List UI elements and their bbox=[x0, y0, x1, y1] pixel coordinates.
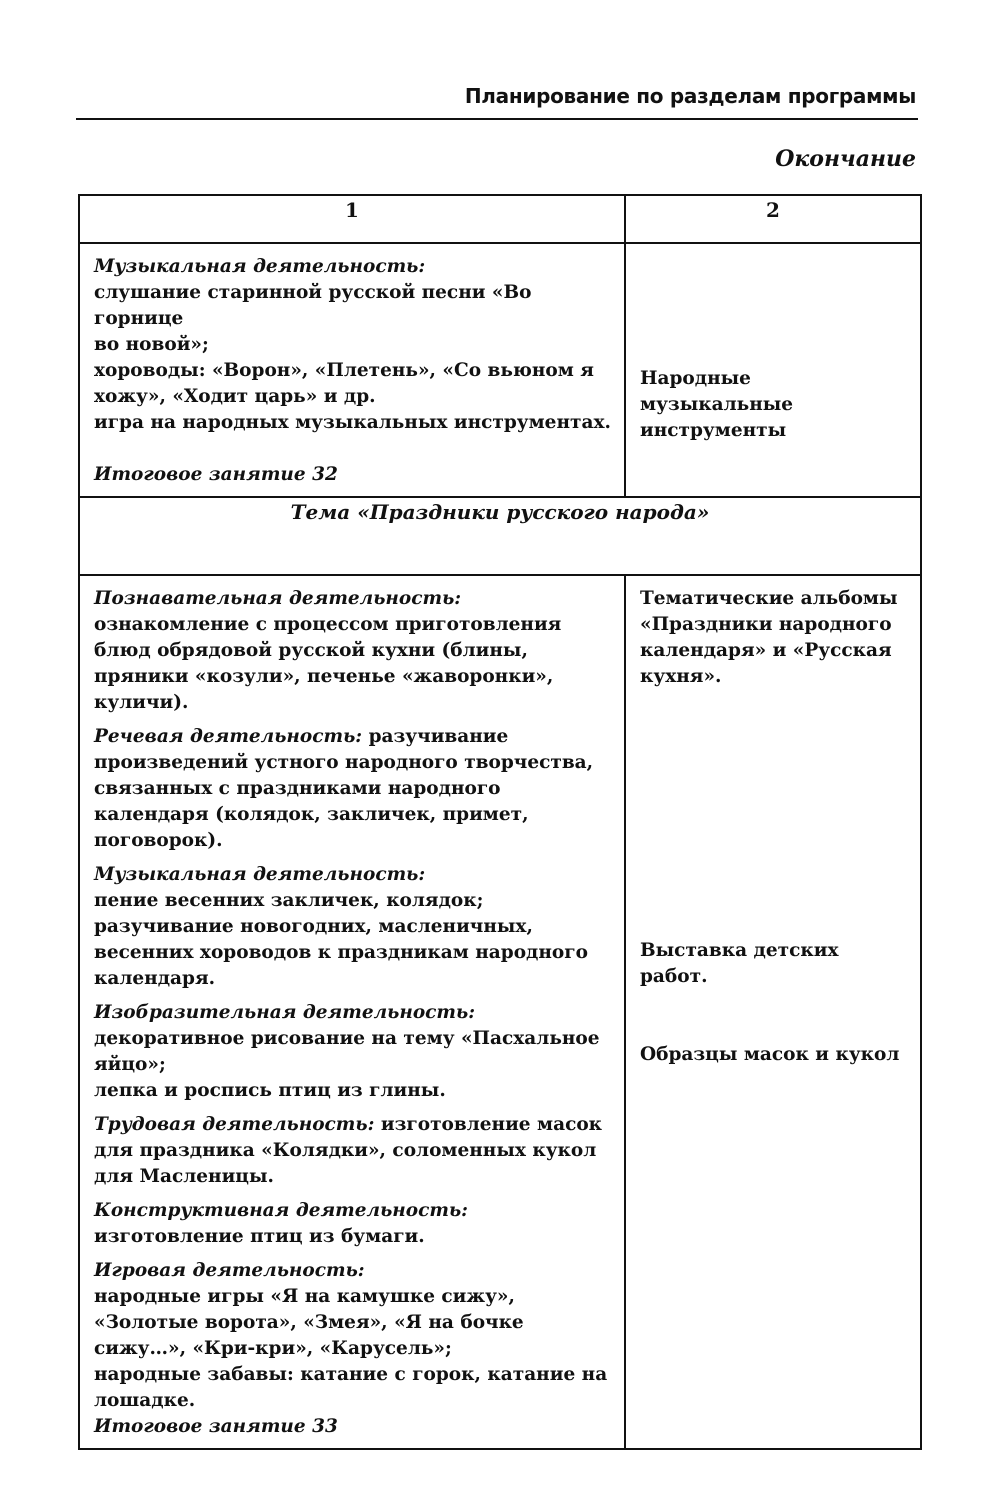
art-activity-label: Изобразительная деятельность: bbox=[94, 1002, 476, 1023]
labor-activity-text: изготовление масок для праздника «Колядки», соломенных кукол для Масленицы. bbox=[94, 1114, 603, 1187]
music-activity-line: пение весенних закличек, колядок; bbox=[94, 890, 484, 911]
speech-activity-text: разучивание произведений устного народного творчества, связанных с праздниками народного календаря (колядок, закличек, примет, поговорок). bbox=[94, 726, 594, 851]
labor-activity bbox=[94, 1112, 612, 1190]
theme-row bbox=[79, 497, 921, 575]
activities-cell bbox=[79, 243, 625, 497]
music-activity-line: разучивание новогодних, масленичных, весенних хороводов к праздникам народного календаря. bbox=[94, 916, 588, 989]
labor-activity-label: Трудовая деятельность: bbox=[94, 1114, 375, 1135]
cognitive-activity-text: ознакомление с процессом приготовления блюд обрядовой русской кухни (блины, пряники «козули», печенье «жаворонки», куличи). bbox=[94, 614, 562, 713]
construct-activity bbox=[94, 1198, 612, 1250]
materials-cell bbox=[625, 243, 921, 497]
art-activity-line: лепка и роспись птиц из глины. bbox=[94, 1080, 446, 1101]
cognitive-activity bbox=[94, 586, 612, 716]
theme-title: Тема «Праздники русского народа» bbox=[79, 497, 921, 575]
materials-albums: Тематические альбомы «Праздники народного календаря» и «Русская кухня». bbox=[640, 588, 898, 687]
materials-exhibition: Выставка детских работ. bbox=[640, 940, 839, 987]
materials-cell bbox=[625, 575, 921, 1449]
materials-samples: Образцы масок и кукол bbox=[640, 1044, 900, 1065]
music-activity-line: хороводы: «Ворон», «Плетень», «Со вьюном я bbox=[94, 360, 594, 381]
game-activity-label: Игровая деятельность: bbox=[94, 1260, 365, 1281]
table-row bbox=[79, 575, 921, 1449]
music-activity-line: слушание старинной русской песни «Во горнице bbox=[94, 282, 532, 329]
header-rule bbox=[76, 118, 918, 120]
table-row bbox=[79, 243, 921, 497]
activities-cell bbox=[79, 575, 625, 1449]
music-activity bbox=[94, 862, 612, 992]
final-lesson-label: Итоговое занятие 32 bbox=[94, 464, 338, 485]
construct-activity-label: Конструктивная деятельность: bbox=[94, 1200, 468, 1221]
game-activity-line: народные забавы: катание с горок, катание на лошадке. bbox=[94, 1364, 608, 1411]
continuation-label: Окончание bbox=[775, 146, 916, 172]
art-activity-line: декоративное рисование на тему «Пасхальное яйцо»; bbox=[94, 1028, 600, 1075]
game-activity bbox=[94, 1258, 612, 1414]
speech-activity-label: Речевая деятельность: bbox=[94, 726, 363, 747]
column-header-1: 1 bbox=[79, 195, 625, 243]
final-lesson-label: Итоговое занятие 33 bbox=[94, 1416, 338, 1437]
materials-text: Народные музыкальные инструменты bbox=[640, 368, 794, 441]
music-activity-line: игра на народных музыкальных инструментах. bbox=[94, 412, 611, 433]
music-activity-label: Музыкальная деятельность: bbox=[94, 864, 426, 885]
music-activity-line: хожу», «Ходит царь» и др. bbox=[94, 386, 376, 407]
art-activity bbox=[94, 1000, 612, 1104]
music-activity-line: во новой»; bbox=[94, 334, 209, 355]
running-title: Планирование по разделам программы bbox=[464, 84, 916, 108]
plan-table bbox=[78, 194, 922, 1450]
construct-activity-text: изготовление птиц из бумаги. bbox=[94, 1226, 425, 1247]
cognitive-activity-label: Познавательная деятельность: bbox=[94, 588, 462, 609]
music-activity-label: Музыкальная деятельность: bbox=[94, 256, 426, 277]
game-activity-line: народные игры «Я на камушке сижу», «Золотые ворота», «Змея», «Я на бочке сижу…», «Кри-кри», «Карусель»; bbox=[94, 1286, 524, 1359]
speech-activity bbox=[94, 724, 612, 854]
column-header-2: 2 bbox=[625, 195, 921, 243]
